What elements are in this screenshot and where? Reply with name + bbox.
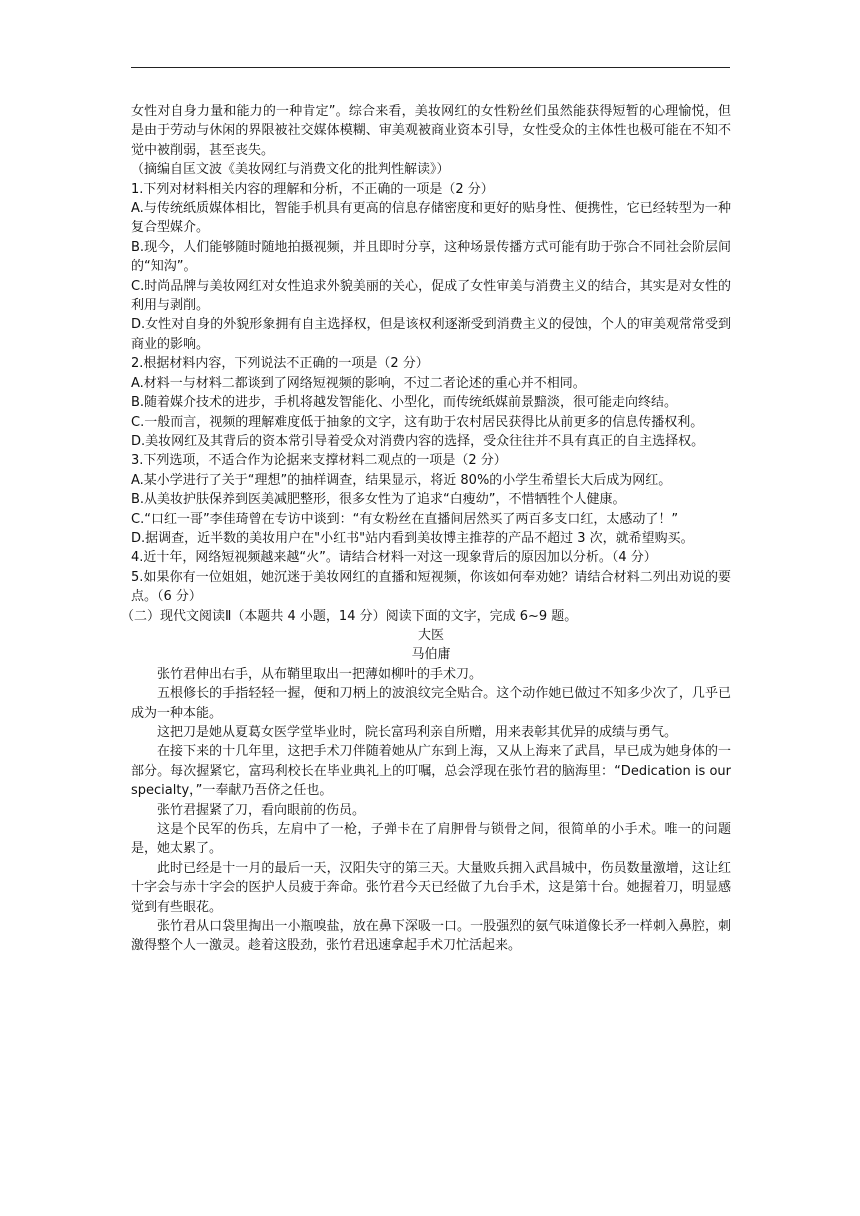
- question-3-option-b: B.从美妆护肤保养到医美减肥整形，很多女性为了追求“白瘦幼”，不惜牺牲个人健康。: [131, 492, 626, 508]
- question-2-option-c: C.一般而言，视频的理解难度低于抽象的文字，这有助于农村居民获得比从前更多的信息传播权利。: [131, 414, 704, 430]
- story-author: 马伯庸: [411, 647, 451, 663]
- header-rule: [131, 67, 730, 68]
- story-title: 大医: [417, 627, 444, 643]
- question-3-option-d: D.据调查，近半数的美妆用户在"小红书"站内看到美妆博主推荐的产品不超过 3 次，就希望购买。: [131, 530, 694, 546]
- question-1-option-d: D.女性对自身的外貌形象拥有自主选择权，但是该权利逐渐受到消费主义的侵蚀，个人的审美观常常受到商业的影响。: [131, 317, 731, 352]
- question-5: 5.如果你有一位姐姐，她沉迷于美妆网红的直播和短视频，你该如何奉劝她？请结合材料二列出劝说的要点。（6 分）: [131, 569, 731, 605]
- section-heading: （二）现代文阅读Ⅱ（本题共 4 小题，14 分）阅读下面的文字，完成 6~9 题。: [121, 608, 578, 624]
- story-paragraph: 张竹君握紧了刀，看向眼前的伤员。: [157, 802, 366, 818]
- question-1-option-a: A.与传统纸质媒体相比，智能手机具有更高的信息存储密度和更好的贴身性、便携性，它已经转型为一种复合型媒介。: [131, 201, 731, 236]
- question-2-option-d: D.美妆网红及其背后的资本常引导着受众对消费内容的选择，受众往往并不具有真正的自主选择权。: [131, 433, 705, 449]
- question-4: 4.近十年，网络短视频越来越“火”。请结合材料一对这一现象背后的原因加以分析。（4 分）: [131, 550, 657, 566]
- question-3-option-a: A.某小学进行了关于“理想”的抽样调查，结果显示，将近 80%的小学生希望长大后成为网红。: [131, 472, 672, 488]
- story-paragraph: 张竹君伸出右手，从布鞘里取出一把薄如柳叶的手术刀。: [157, 666, 483, 682]
- page-content: [121, 102, 731, 956]
- question-3-stem: 3.下列选项，不适合作为论据来支撑材料二观点的一项是（2 分）: [131, 453, 507, 469]
- material-ending: 女性对自身力量和能力的一种肯定”。综合来看，美妆网红的女性粉丝们虽然能获得短暂的心理愉悦，但是由于劳动与休闲的界限被社交媒体模糊、审美观被商业资本引导，女性受众的主体性也极可能在不知不觉中被削弱，甚至丧失。: [131, 104, 731, 158]
- question-1-option-b: B.现今，人们能够随时随地拍摄视频，并且即时分享，这种场景传播方式可能有助于弥合不同社会阶层间的“知沟”。: [131, 239, 731, 275]
- source-note: （摘编自匡文波《美妆网红与消费文化的批判性解读》）: [131, 162, 450, 178]
- story-paragraph: 五根修长的手指轻轻一握，便和刀柄上的波浪纹完全贴合。这个动作她已做过不知多少次了，几乎已成为一种本能。: [131, 686, 731, 721]
- story-paragraph: 这把刀是她从夏葛女医学堂毕业时，院长富玛利亲自所赠，用来表彰其优异的成绩与勇气。: [157, 725, 678, 740]
- story-paragraph: 这是个民军的伤兵，左肩中了一枪，子弹卡在了肩胛骨与锁骨之间，很简单的小手术。唯一的问题是，她太累了。: [131, 822, 731, 857]
- question-1-option-c: C.时尚品牌与美妆网红对女性追求外貌美丽的关心，促成了女性审美与消费主义的结合，其实是对女性的利用与剥削。: [131, 278, 731, 314]
- question-1-stem: 1.下列对材料相关内容的理解和分析，不正确的一项是（2 分）: [131, 181, 494, 197]
- story-paragraph: 张竹君从口袋里掏出一小瓶嗅盐，放在鼻下深吸一口。一股强烈的氨气味道像长矛一样刺入鼻腔，刺激得整个人一激灵。趁着这股劲，张竹君迅速拿起手术刀忙活起来。: [131, 919, 731, 954]
- question-2-option-a: A.材料一与材料二都谈到了网络短视频的影响，不过二者论述的重心并不相同。: [131, 375, 586, 391]
- question-2-stem: 2.根据材料内容，下列说法不正确的一项是（2 分）: [131, 356, 429, 372]
- story-paragraph: 此时已经是十一月的最后一天，汉阳失守的第三天。大量败兵拥入武昌城中，伤员数量激增，这让红十字会与赤十字会的医护人员疲于奔命。张竹君今天已经做了九台手术，这是第十台。她握着刀，明显感觉到有些眼花。: [131, 860, 731, 915]
- question-3-option-c: C.“口红一哥”李佳琦曾在专访中谈到：“有女粉丝在直播间居然买了两百多支口红，太感动了！”: [131, 511, 679, 527]
- question-2-option-b: B.随着媒介技术的进步，手机将越发智能化、小型化，而传统纸媒前景黯淡，很可能走向终结。: [131, 395, 678, 411]
- story-paragraph: 在接下来的十几年里，这把手术刀伴随着她从广东到上海，又从上海来了武昌，早已成为她身体的一部分。每次握紧它，富玛利校长在毕业典礼上的叮嘱，总会浮现在张竹君的脑海里：“Dedication is our specialty，”一奉献乃吾侪之任也。: [131, 744, 731, 799]
